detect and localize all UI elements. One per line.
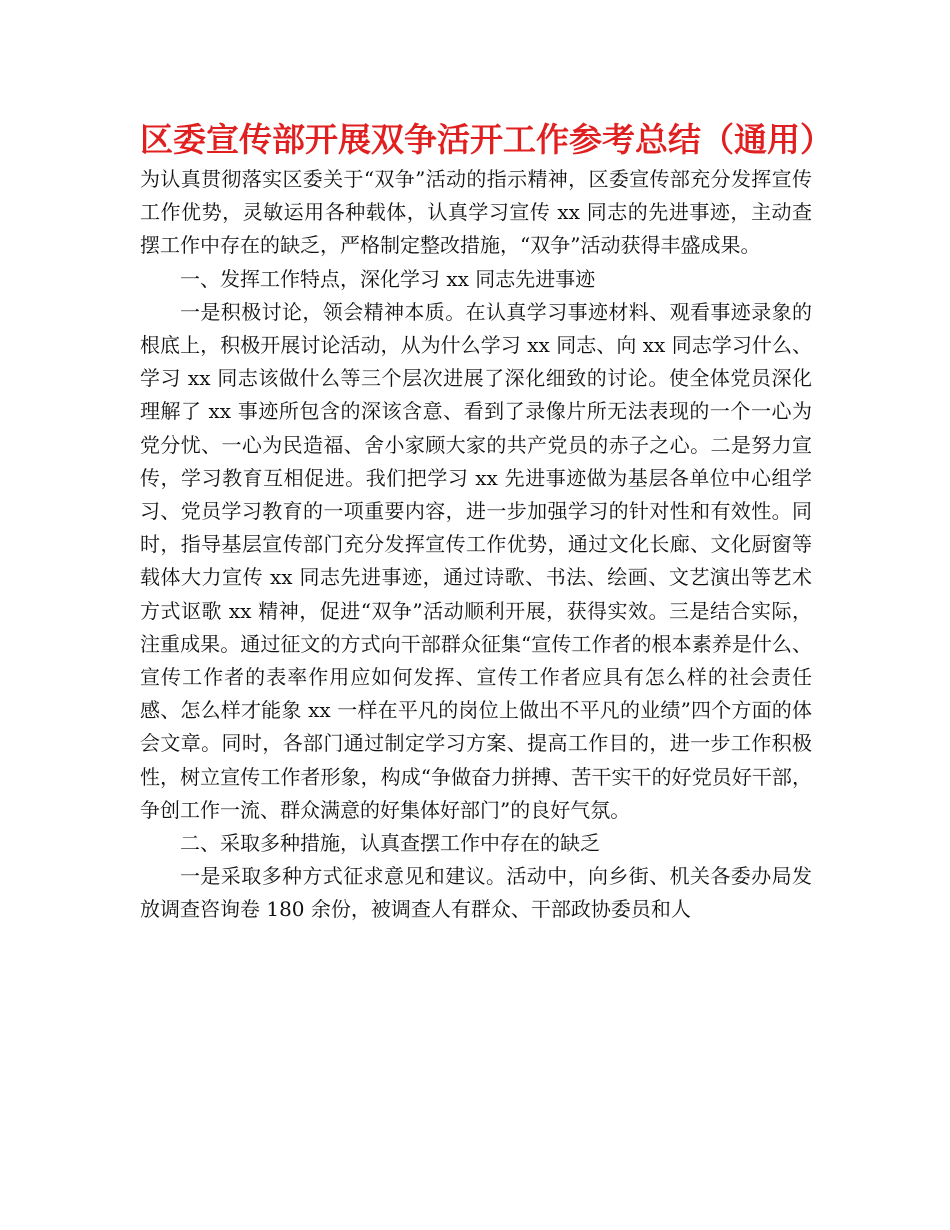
paragraph-section-2: 一是采取多种方式征求意见和建议。活动中，向乡街、机关各委办局发放调查咨询卷 180 余份，被调查人有群众、干部政协委员和人 (140, 864, 812, 922)
document-title: 区委宣传部开展双争活开工作参考总结（通用） (140, 120, 833, 159)
document-body (140, 163, 812, 927)
section-heading-2: 二、采取多种措施，认真查摆工作中存在的缺乏 (180, 831, 600, 856)
section-heading-1: 一、发挥工作特点，深化学习 xx 同志先进事迹 (180, 266, 596, 291)
paragraph-intro: 为认真贯彻落实区委关于“双争”活动的指示精神，区委宣传部充分发挥宣传工作优势，灵敏运用各种载体，认真学习宣传 xx 同志的先进事迹，主动查摆工作中存在的缺乏，严格制定整改措施，“双争”活动获得丰盛成果。 (140, 167, 812, 258)
paragraph-section-1: 一是积极讨论，领会精神本质。在认真学习事迹材料、观看事迹录象的根底上，积极开展讨论活动，从为什么学习 xx 同志、向 xx 同志学习什么、学习 xx 同志该做什么等三个层次进展了深化细致的讨论。使全体党员深化理解了 xx 事迹所包含的深该含意、看到了录像片所无法表现的一个一心为党分忧、一心为民造福、舍小家顾大家的共产党员的赤子之心。二是努力宣传，学习教育互相促进。我们把学习 xx 先进事迹做为基层各单位中心组学习、党员学习教育的一项重要内容，进一步加强学习的针对性和有效性。同时，指导基层宣传部门充分发挥宣传工作优势，通过文化长廊、文化厨窗等载体大力宣传 xx 同志先进事迹，通过诗歌、书法、绘画、文艺演出等艺术方式讴歌 xx 精神，促进“双争”活动顺利开展，获得实效。三是结合实际，注重成果。通过征文的方式向干部群众征集“宣传工作者的根本素养是什么、宣传工作者的表率作用应如何发挥、宣传工作者应具有怎么样的社会责任感、怎么样才能象 xx 一样在平凡的岗位上做出不平凡的业绩”四个方面的体会文章。同时，各部门通过制定学习方案、提高工作目的，进一步工作积极性，树立宣传工作者形象，构成“争做奋力拼搏、苦干实干的好党员好干部，争创工作一流、群众满意的好集体好部门”的良好气氛。 (140, 299, 812, 822)
